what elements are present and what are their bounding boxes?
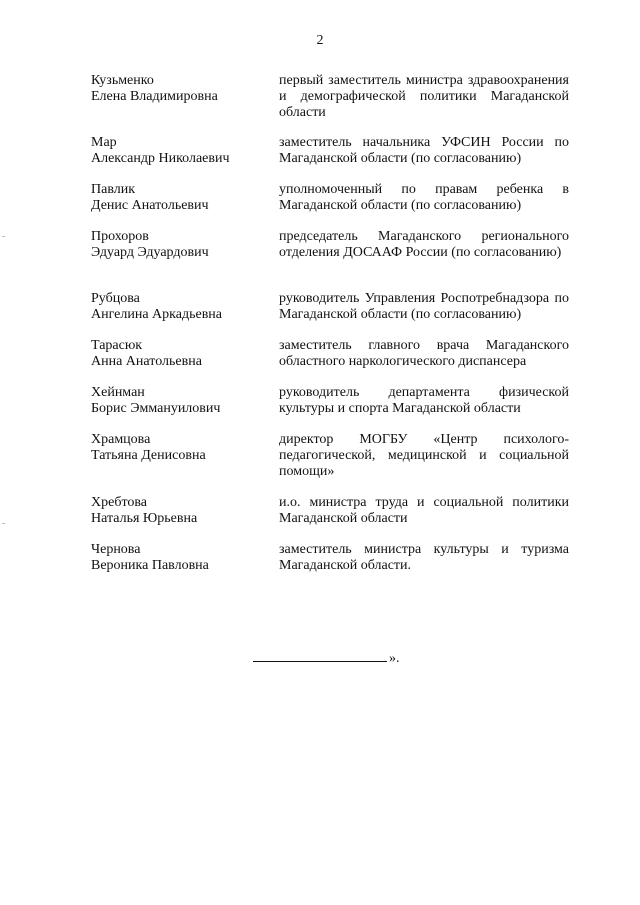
member-name (91, 73, 261, 105)
member-given-names: Вероника Павловна (91, 558, 209, 573)
member-surname: Чернова (91, 542, 141, 557)
member-position: директор МОГБУ «Центр психолого-педагогической, медицинской и социальной помощи» (279, 432, 569, 479)
member-name (91, 182, 261, 214)
closing-line (253, 651, 400, 667)
member-name (91, 135, 261, 167)
scan-margin-mark (2, 523, 5, 524)
member-given-names: Елена Владимировна (91, 89, 218, 104)
scan-margin-mark (2, 236, 5, 237)
member-name (91, 229, 261, 261)
member-surname: Храмцова (91, 432, 151, 447)
member-surname: Тарасюк (91, 338, 143, 353)
member-surname: Хребтова (91, 495, 148, 510)
signature-rule (253, 651, 387, 662)
page-number: 2 (316, 33, 324, 48)
member-position: уполномоченный по правам ребенка в Магаданской области (по согласованию) (279, 182, 569, 213)
member-position: руководитель Управления Роспотребнадзора по Магаданской области (по согласованию) (279, 291, 569, 322)
member-name (91, 495, 261, 527)
member-name (91, 291, 261, 323)
closing-quote-mark: ». (389, 651, 400, 666)
member-position: заместитель министра культуры и туризма Магаданской области. (279, 542, 569, 573)
member-surname: Кузьменко (91, 73, 154, 88)
member-position: председатель Магаданского регионального отделения ДОСААФ России (по согласованию) (279, 229, 569, 260)
member-given-names: Эдуард Эдуардович (91, 245, 209, 260)
member-name (91, 385, 261, 417)
member-surname: Хейнман (91, 385, 145, 400)
member-position: руководитель департамента физической культуры и спорта Магаданской области (279, 385, 569, 416)
member-position: и.о. министра труда и социальной политики Магаданской области (279, 495, 569, 526)
member-given-names: Борис Эммануилович (91, 401, 221, 416)
member-surname: Прохоров (91, 229, 149, 244)
member-given-names: Анна Анатольевна (91, 354, 202, 369)
member-surname: Рубцова (91, 291, 140, 306)
member-position: заместитель начальника УФСИН России по Магаданской области (по согласованию) (279, 135, 569, 166)
member-surname: Павлик (91, 182, 136, 197)
member-position: первый заместитель министра здравоохранения и демографической политики Магаданской области (279, 73, 569, 120)
member-given-names: Ангелина Аркадьевна (91, 307, 223, 322)
member-given-names: Наталья Юрьевна (91, 511, 198, 526)
member-given-names: Татьяна Денисовна (91, 448, 206, 463)
member-surname: Мар (91, 135, 117, 150)
member-name (91, 338, 261, 370)
member-given-names: Денис Анатольевич (91, 198, 209, 213)
member-name (91, 432, 261, 464)
member-given-names: Александр Николаевич (91, 151, 230, 166)
member-name (91, 542, 261, 574)
member-position: заместитель главного врача Магаданского областного наркологического диспансера (279, 338, 569, 369)
